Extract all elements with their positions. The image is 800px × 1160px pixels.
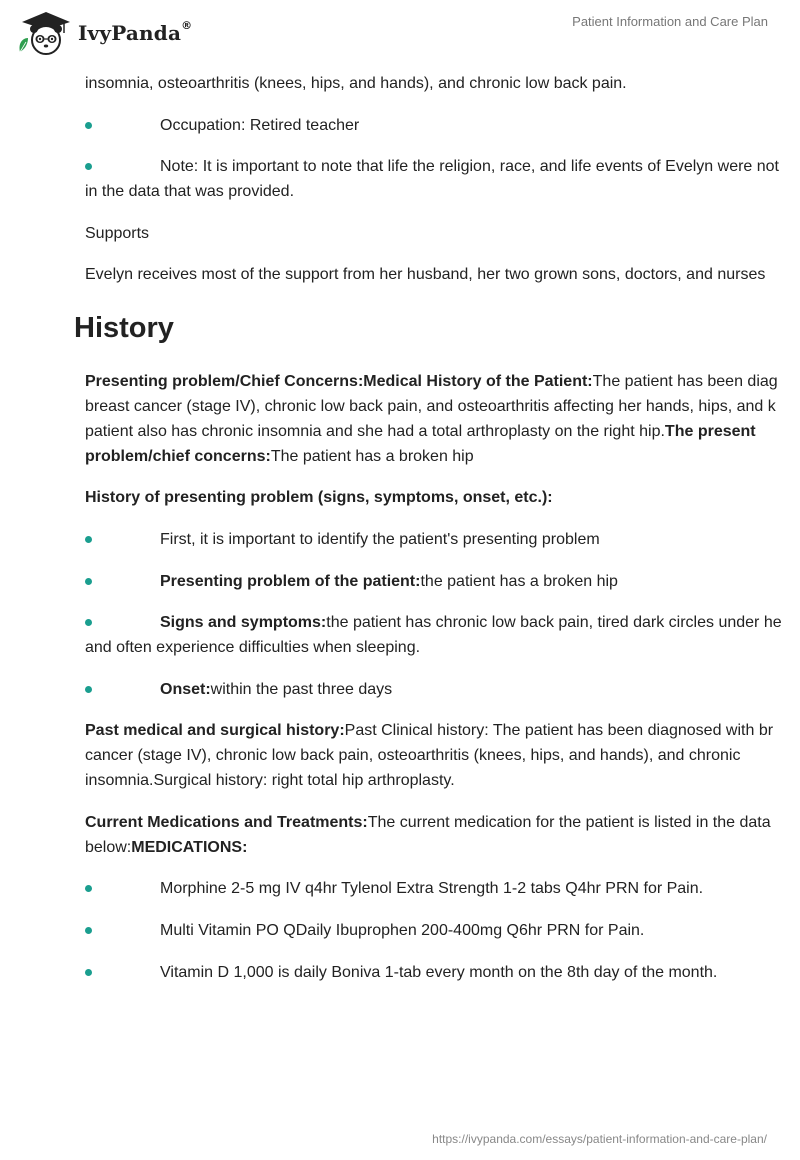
hpi-label-text: History of presenting problem (signs, symptoms, onset, etc.): [85, 489, 553, 506]
bullet-dot-icon [85, 163, 92, 170]
brand-text: IvyPanda [78, 21, 182, 45]
bullet-text: Occupation: Retired teacher [160, 117, 360, 134]
hpi-bullet-2 [85, 569, 618, 594]
presenting-line2: breast cancer (stage IV), chronic low back pain, and osteoarthritis affecting her hands, hips, and k [85, 398, 776, 415]
hpi-bullet-1 [85, 527, 600, 552]
bullet-text-continued: in the data that was provided. [85, 183, 295, 200]
bullet-dot-icon [85, 619, 92, 626]
pmh-line3: insomnia.Surgical history: right total hip arthroplasty. [85, 772, 455, 789]
document-title: Patient Information and Care Plan [572, 14, 768, 29]
chief-concerns-label: problem/chief concerns: [85, 448, 271, 465]
bullet-text: Note: It is important to note that life the religion, race, and life events of Evelyn were not [160, 158, 779, 175]
medication-item [85, 918, 644, 943]
registered-mark: ® [181, 19, 193, 32]
medication-text: Vitamin D 1,000 is daily Boniva 1-tab every month on the 8th day of the month. [160, 964, 718, 981]
medication-text: Morphine 2-5 mg IV q4hr Tylenol Extra Strength 1-2 tabs Q4hr PRN for Pain. [160, 880, 704, 897]
chief-concerns-text: The patient has a broken hip [270, 448, 474, 465]
hpi-bullet-4 [85, 677, 392, 702]
bullet-occupation [85, 113, 359, 138]
brand-name [78, 21, 192, 45]
presenting-label: Presenting problem/Chief Concerns:Medical History of the Patient: [85, 373, 593, 390]
bullet-dot-icon [85, 536, 92, 543]
medications-heading: MEDICATIONS: [131, 839, 248, 856]
presenting-line3: patient also has chronic insomnia and she had a total arthroplasty on the right hip. [85, 423, 665, 440]
past-history-paragraph [85, 718, 773, 793]
bullet-dot-icon [85, 927, 92, 934]
meds-label: Current Medications and Treatments: [85, 814, 368, 831]
supports-text: Evelyn receives most of the support from her husband, her two grown sons, doctors, and nurses [85, 266, 766, 283]
bullet-text: the patient has chronic low back pain, tired dark circles under he [326, 614, 782, 631]
bullet-dot-icon [85, 578, 92, 585]
hpi-label [85, 485, 553, 510]
section-heading-history: History [74, 312, 174, 344]
bullet-dot-icon [85, 686, 92, 693]
page-header [0, 0, 800, 70]
medication-item [85, 876, 703, 901]
bullet-dot-icon [85, 969, 92, 976]
bullet-dot-icon [85, 885, 92, 892]
medications-paragraph [85, 810, 771, 860]
presenting-text: The patient has been diag [592, 373, 778, 390]
pmh-label: Past medical and surgical history: [85, 722, 345, 739]
ivypanda-logo[interactable] [14, 8, 192, 56]
source-url-link[interactable]: https://ivypanda.com/essays/patient-information-and-care-plan/ [432, 1132, 767, 1146]
bullet-note [85, 154, 779, 204]
bullet-dot-icon [85, 122, 92, 129]
supports-label: Supports [85, 225, 150, 242]
intro-line: insomnia, osteoarthritis (knees, hips, and hands), and chronic low back pain. [85, 75, 627, 92]
bullet-text: First, it is important to identify the patient's presenting problem [160, 531, 600, 548]
pmh-line2: cancer (stage IV), chronic low back pain, osteoarthritis (knees, hips, and hands), and chronic [85, 747, 741, 764]
pmh-text: Past Clinical history: The patient has been diagnosed with br [344, 722, 774, 739]
bullet-label: Signs and symptoms: [160, 614, 327, 631]
bullet-label: Onset: [160, 681, 211, 698]
present-problem-label: The present [664, 423, 756, 440]
bullet-label: Presenting problem of the patient: [160, 573, 421, 590]
panda-graduation-cap-logo-icon [14, 8, 74, 56]
hpi-bullet-3 [85, 610, 782, 660]
meds-line2: below: [85, 839, 132, 856]
bullet-text: within the past three days [210, 681, 393, 698]
medication-item [85, 960, 717, 985]
presenting-problem-paragraph [85, 369, 778, 469]
medication-text: Multi Vitamin PO QDaily Ibuprophen 200-400mg Q6hr PRN for Pain. [160, 922, 645, 939]
bullet-text: the patient has a broken hip [420, 573, 618, 590]
bullet-text-continued: and often experience difficulties when sleeping. [85, 639, 421, 656]
meds-text: The current medication for the patient is listed in the data [367, 814, 771, 831]
